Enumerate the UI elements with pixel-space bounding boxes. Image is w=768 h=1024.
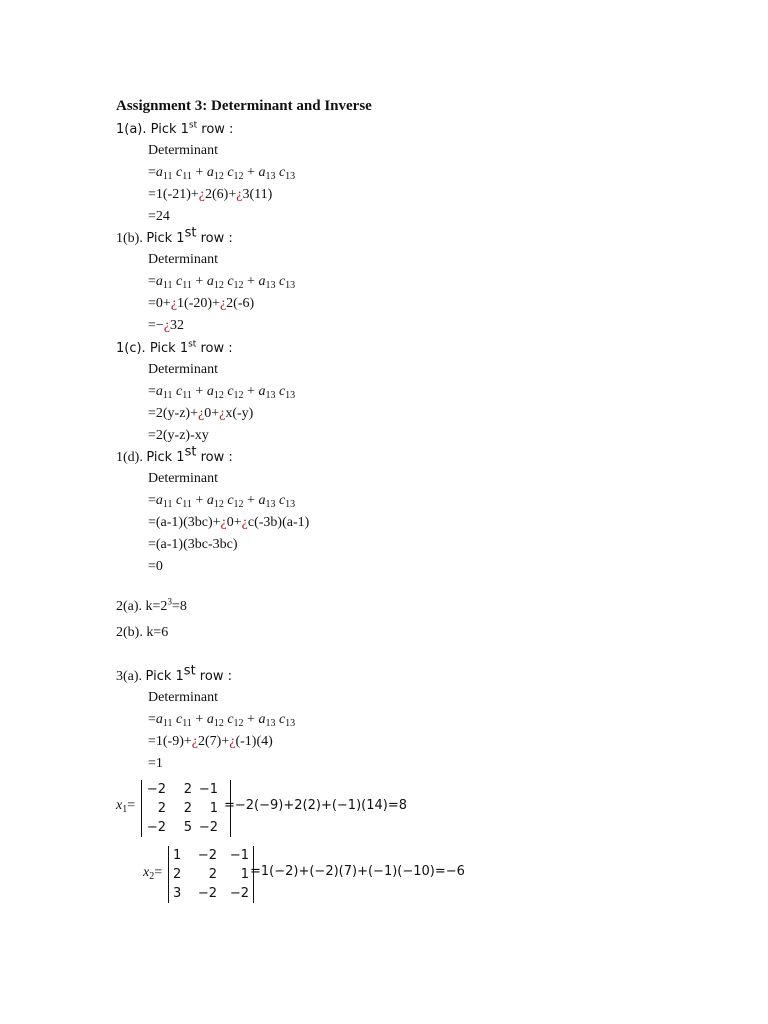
sym-c: c bbox=[227, 274, 234, 289]
plus: + bbox=[162, 296, 171, 311]
result-line: =0 bbox=[148, 559, 163, 574]
plus: + bbox=[191, 274, 207, 289]
pick-text: Pick 1 bbox=[146, 450, 185, 465]
pick-tail: row : bbox=[196, 341, 233, 356]
cofactor-formula bbox=[148, 164, 295, 183]
idx: 11 bbox=[182, 718, 192, 729]
sym-c: c bbox=[227, 493, 234, 508]
idx: 11 bbox=[162, 718, 173, 729]
plus: + bbox=[191, 165, 207, 180]
idx: 13 bbox=[285, 171, 296, 182]
result-value: 32 bbox=[170, 318, 185, 333]
problem-label: 1(d). bbox=[116, 450, 143, 465]
x1-determinant-matrix bbox=[141, 780, 231, 837]
sym-c: c bbox=[176, 165, 183, 180]
plus: + bbox=[233, 515, 242, 530]
red-glyph: ¿ bbox=[170, 296, 178, 311]
determinant-label: Determinant bbox=[148, 362, 218, 377]
sym-a: a bbox=[155, 165, 163, 180]
var-index: 2 bbox=[149, 871, 155, 882]
sym-c: c bbox=[176, 384, 183, 399]
idx: 13 bbox=[265, 280, 276, 291]
matrix-cell: −1 bbox=[229, 848, 249, 863]
matrix-cell: 1 bbox=[173, 848, 182, 863]
idx: 11 bbox=[162, 390, 173, 401]
cofactor-formula bbox=[148, 273, 295, 292]
idx: 13 bbox=[285, 718, 296, 729]
plus: + bbox=[190, 187, 199, 202]
plus: + bbox=[243, 384, 259, 399]
sym-c: c bbox=[176, 712, 183, 727]
sym-a: a bbox=[258, 493, 266, 508]
matrix-cell: 2 bbox=[208, 867, 217, 882]
term: =0 bbox=[148, 296, 163, 311]
idx: 11 bbox=[182, 499, 192, 510]
red-glyph: ¿ bbox=[198, 187, 206, 202]
idx: 11 bbox=[182, 171, 192, 182]
sym-c: c bbox=[227, 384, 234, 399]
idx: 12 bbox=[213, 499, 224, 510]
sym-a: a bbox=[258, 384, 266, 399]
red-glyph: ¿ bbox=[198, 406, 205, 421]
result-prefix: =− bbox=[148, 318, 164, 333]
problem-1b-header bbox=[116, 225, 233, 248]
plus: + bbox=[212, 296, 220, 311]
x2-determinant-matrix bbox=[168, 846, 254, 903]
red-glyph: ¿ bbox=[236, 187, 243, 202]
term: 2(7) bbox=[198, 734, 222, 749]
term: =2(y-z) bbox=[148, 406, 191, 421]
matrix-cell: 2 bbox=[183, 782, 192, 797]
idx: 12 bbox=[213, 390, 224, 401]
problem-2a-tail: =8 bbox=[171, 599, 187, 614]
exponent: 3 bbox=[167, 596, 172, 607]
sym-c: c bbox=[278, 165, 286, 180]
matrix-cell: 2 bbox=[183, 801, 192, 816]
matrix-cell: 3 bbox=[173, 886, 182, 901]
idx: 12 bbox=[233, 390, 244, 401]
term: 1(-20) bbox=[177, 296, 213, 311]
idx: 11 bbox=[162, 280, 173, 291]
x1-result: =−2(−9)+2(2)+(−1)(14)=8 bbox=[224, 798, 407, 813]
problem-label: 3(a). bbox=[116, 669, 143, 684]
pick-text: Pick 1 bbox=[146, 231, 185, 246]
problem-label: 1(a). bbox=[116, 122, 147, 137]
term: =1(-9) bbox=[148, 734, 184, 749]
problem-label: 1(c). bbox=[116, 341, 146, 356]
idx: 12 bbox=[213, 718, 224, 729]
pick-tail: row : bbox=[196, 450, 233, 465]
pick-sup: st bbox=[184, 225, 197, 241]
sym-a: a bbox=[206, 493, 214, 508]
sym-a: a bbox=[155, 384, 163, 399]
sym-a: a bbox=[206, 165, 214, 180]
expansion-line bbox=[148, 295, 254, 313]
problem-1a-header bbox=[116, 121, 233, 139]
x2-label bbox=[143, 864, 162, 883]
var-x: x bbox=[116, 798, 123, 813]
idx: 13 bbox=[265, 390, 276, 401]
eq-sign: = bbox=[148, 493, 156, 508]
sym-a: a bbox=[155, 712, 163, 727]
simplified-line: =(a-1)(3bc-3bc) bbox=[148, 537, 238, 552]
plus: + bbox=[221, 734, 230, 749]
idx: 13 bbox=[285, 499, 296, 510]
sym-a: a bbox=[155, 274, 163, 289]
result-line: =1 bbox=[148, 756, 163, 771]
plus: + bbox=[243, 165, 259, 180]
determinant-label: Determinant bbox=[148, 690, 218, 705]
idx: 12 bbox=[233, 171, 244, 182]
plus: + bbox=[190, 406, 199, 421]
idx: 12 bbox=[233, 499, 244, 510]
red-glyph: ¿ bbox=[191, 734, 199, 749]
matrix-cell: 2 bbox=[173, 867, 182, 882]
idx: 13 bbox=[285, 280, 296, 291]
term: 2(-6) bbox=[226, 296, 255, 311]
sym-c: c bbox=[227, 165, 234, 180]
problem-1c-header bbox=[116, 340, 233, 358]
pick-sup: st bbox=[188, 120, 198, 131]
plus: + bbox=[191, 712, 207, 727]
result-line: =2(y-z)-xy bbox=[148, 428, 209, 443]
determinant-label: Determinant bbox=[148, 143, 218, 158]
sym-a: a bbox=[258, 712, 266, 727]
matrix-cell: −2 bbox=[146, 820, 166, 835]
idx: 13 bbox=[285, 390, 296, 401]
sym-c: c bbox=[176, 493, 183, 508]
sym-c: c bbox=[278, 493, 286, 508]
idx: 11 bbox=[162, 171, 173, 182]
matrix-cell: −2 bbox=[197, 848, 217, 863]
idx: 12 bbox=[233, 280, 244, 291]
plus: + bbox=[191, 493, 207, 508]
idx: 11 bbox=[162, 499, 173, 510]
sym-c: c bbox=[278, 712, 286, 727]
result-line: =24 bbox=[148, 209, 170, 224]
eq-sign: = bbox=[148, 712, 156, 727]
sym-a: a bbox=[206, 274, 214, 289]
pick-sup: st bbox=[188, 339, 197, 350]
term: c(-3b)(a-1) bbox=[247, 515, 310, 530]
problem-label: 1(b). bbox=[116, 231, 143, 246]
term: (-1)(4) bbox=[235, 734, 273, 749]
var-x: x bbox=[143, 865, 150, 880]
cofactor-formula bbox=[148, 492, 295, 511]
red-glyph: ¿ bbox=[241, 515, 248, 530]
eq-sign: = bbox=[127, 798, 136, 813]
problem-2a bbox=[116, 598, 187, 616]
pick-text: Pick 1 bbox=[149, 341, 189, 356]
pick-sup: st bbox=[183, 663, 196, 679]
red-glyph: ¿ bbox=[219, 296, 227, 311]
problem-3a-header bbox=[116, 663, 232, 686]
term: x(-y) bbox=[225, 406, 254, 421]
sym-c: c bbox=[278, 384, 286, 399]
matrix-cell: −2 bbox=[146, 782, 166, 797]
plus: + bbox=[191, 384, 207, 399]
plus: + bbox=[211, 406, 220, 421]
determinant-label: Determinant bbox=[148, 252, 218, 267]
matrix-cell: 1 bbox=[209, 801, 218, 816]
eq-sign: = bbox=[154, 865, 163, 880]
sym-c: c bbox=[176, 274, 183, 289]
var-index: 1 bbox=[122, 804, 128, 815]
pick-tail: row : bbox=[197, 122, 234, 137]
assignment-title: Assignment 3: Determinant and Inverse bbox=[116, 98, 372, 114]
matrix-cell: −1 bbox=[198, 782, 218, 797]
problem-2b: 2(b). k=6 bbox=[116, 625, 169, 640]
idx: 12 bbox=[213, 171, 224, 182]
plus: + bbox=[228, 187, 237, 202]
expansion-line bbox=[148, 405, 253, 423]
result-line bbox=[148, 317, 184, 335]
red-glyph: ¿ bbox=[229, 734, 236, 749]
eq-sign: = bbox=[148, 274, 156, 289]
term: =(a-1)(3bc) bbox=[148, 515, 213, 530]
plus: + bbox=[183, 734, 192, 749]
plus: + bbox=[212, 515, 221, 530]
pick-text: Pick 1 bbox=[150, 122, 189, 137]
plus: + bbox=[243, 274, 259, 289]
sym-a: a bbox=[206, 712, 214, 727]
expansion-line bbox=[148, 186, 272, 204]
pick-sup: st bbox=[184, 444, 197, 460]
plus: + bbox=[243, 493, 259, 508]
idx: 11 bbox=[182, 390, 192, 401]
term: =1(-21) bbox=[148, 187, 191, 202]
sym-a: a bbox=[258, 274, 266, 289]
problem-2a-text: 2(a). k=2 bbox=[116, 599, 168, 614]
red-glyph: ¿ bbox=[163, 318, 171, 333]
idx: 12 bbox=[213, 280, 224, 291]
idx: 13 bbox=[265, 171, 276, 182]
term: 2(6) bbox=[205, 187, 229, 202]
red-glyph: ¿ bbox=[220, 515, 227, 530]
cofactor-formula bbox=[148, 711, 295, 730]
sym-a: a bbox=[206, 384, 214, 399]
determinant-label: Determinant bbox=[148, 471, 218, 486]
sym-c: c bbox=[278, 274, 286, 289]
sym-a: a bbox=[155, 493, 163, 508]
expansion-line bbox=[148, 514, 309, 532]
idx: 12 bbox=[233, 718, 244, 729]
x2-result: =1(−2)+(−2)(7)+(−1)(−10)=−6 bbox=[250, 864, 465, 879]
pick-tail: row : bbox=[195, 669, 232, 684]
sym-a: a bbox=[258, 165, 266, 180]
matrix-cell: −2 bbox=[229, 886, 249, 901]
matrix-cell: 1 bbox=[240, 867, 249, 882]
cofactor-formula bbox=[148, 383, 295, 402]
term: 0 bbox=[226, 515, 234, 530]
matrix-cell: 5 bbox=[183, 820, 192, 835]
term: 0 bbox=[204, 406, 212, 421]
eq-sign: = bbox=[148, 384, 156, 399]
idx: 13 bbox=[265, 499, 276, 510]
matrix-cell: −2 bbox=[197, 886, 217, 901]
sym-c: c bbox=[227, 712, 234, 727]
x1-label bbox=[116, 797, 135, 816]
red-glyph: ¿ bbox=[219, 406, 226, 421]
plus: + bbox=[243, 712, 259, 727]
idx: 11 bbox=[182, 280, 192, 291]
pick-tail: row : bbox=[196, 231, 233, 246]
problem-1d-header bbox=[116, 444, 233, 467]
pick-text: Pick 1 bbox=[145, 669, 184, 684]
expansion-line bbox=[148, 733, 273, 751]
term: 3(11) bbox=[242, 187, 273, 202]
matrix-cell: 2 bbox=[157, 801, 166, 816]
idx: 13 bbox=[265, 718, 276, 729]
eq-sign: = bbox=[148, 165, 156, 180]
matrix-cell: −2 bbox=[198, 820, 218, 835]
